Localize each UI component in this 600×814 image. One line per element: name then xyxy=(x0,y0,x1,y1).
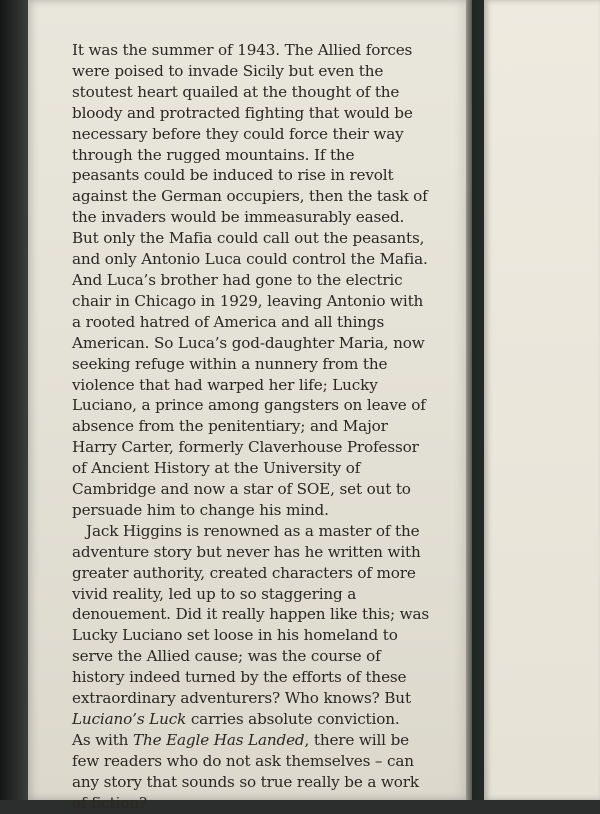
blurb-line: seeking refuge within a nunnery from the xyxy=(72,354,388,373)
blurb-line xyxy=(72,730,442,751)
blurb-line: Cambridge and now a star of SOE, set out to xyxy=(72,480,411,499)
blurb-line xyxy=(72,709,442,730)
blurb-line: vivid reality, led up to so staggering a xyxy=(72,584,357,603)
blurb-line-pre: As with xyxy=(72,730,133,749)
blurb-line: denouement. Did it really happen like this; was xyxy=(72,605,430,624)
blurb-line: Harry Carter, formerly Claverhouse Professor xyxy=(72,438,419,457)
blurb-text xyxy=(72,40,442,814)
blurb-line: were poised to invade Sicily but even the xyxy=(72,61,384,80)
blurb-line: Luciano, a prince among gangsters on leave of xyxy=(72,396,426,415)
adjacent-page xyxy=(484,0,600,800)
blurb-line: and only Antonio Luca could control the Mafia. xyxy=(72,250,428,269)
blurb-line: against the German occupiers, then the task of xyxy=(72,187,428,206)
blurb-line: Lucky Luciano set loose in his homeland to xyxy=(72,626,398,645)
blurb-line: through the rugged mountains. If the xyxy=(72,145,355,164)
book-title-italic: Luciano’s Luck xyxy=(72,710,187,728)
blurb-line: few readers who do not ask themselves – can xyxy=(72,751,414,770)
blurb-line: of fiction? xyxy=(72,793,147,812)
blurb-line: any story that sounds so true really be a work xyxy=(72,772,419,791)
dark-background-left xyxy=(0,0,28,800)
blurb-line: absence from the penitentiary; and Major xyxy=(72,417,388,436)
blurb-line: Jack Higgins is renowned as a master of the xyxy=(86,521,420,540)
blurb-line: the invaders would be immeasurably eased. xyxy=(72,208,405,227)
blurb-line: persuade him to change his mind. xyxy=(72,500,329,519)
blurb-line: peasants could be induced to rise in revolt xyxy=(72,166,394,185)
blurb-line: But only the Mafia could call out the peasants, xyxy=(72,229,425,248)
blurb-line: serve the Allied cause; was the course of xyxy=(72,647,381,666)
blurb-line-rest: , there will be xyxy=(304,730,409,749)
blurb-line: American. So Luca’s god-daughter Maria, now xyxy=(72,333,425,352)
blurb-line: of Ancient History at the University of xyxy=(72,459,361,478)
blurb-line: history indeed turned by the efforts of these xyxy=(72,668,407,687)
blurb-line: necessary before they could force their way xyxy=(72,124,404,143)
blurb-line: bloody and protracted fighting that would be xyxy=(72,103,413,122)
blurb-line: And Luca’s brother had gone to the electric xyxy=(72,270,403,289)
blurb-line: violence that had warped her life; Lucky xyxy=(72,375,378,394)
blurb-line: It was the summer of 1943. The Allied forces xyxy=(72,41,413,59)
blurb-line: greater authority, created characters of more xyxy=(72,563,416,582)
blurb-line: adventure story but never has he written with xyxy=(72,542,421,561)
blurb-line: extraordinary adventurers? Who knows? But xyxy=(72,689,411,708)
blurb-line-rest: carries absolute conviction. xyxy=(186,710,400,728)
blurb-line: chair in Chicago in 1929, leaving Antonio with xyxy=(72,291,424,310)
book-title-italic: The Eagle Has Landed xyxy=(132,730,305,749)
blurb-line: stoutest heart quailed at the thought of the xyxy=(72,82,400,101)
blurb-line: a rooted hatred of America and all things xyxy=(72,312,385,331)
